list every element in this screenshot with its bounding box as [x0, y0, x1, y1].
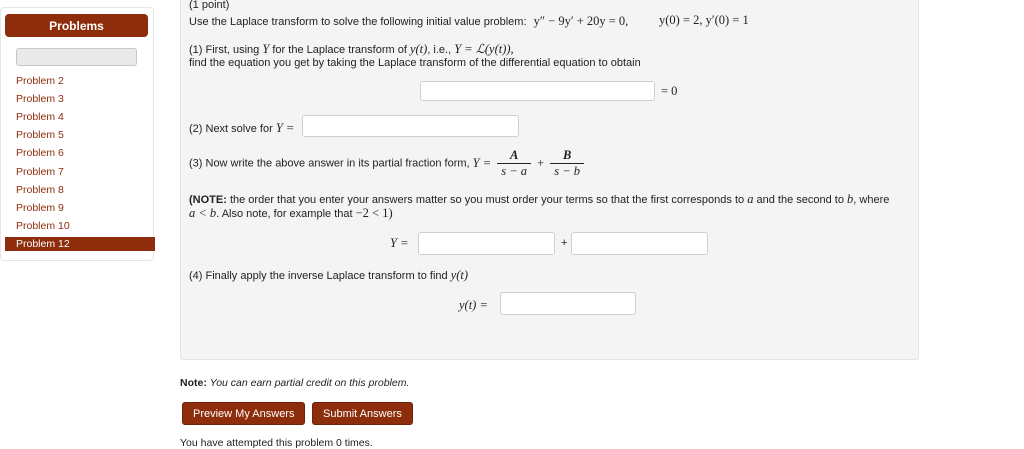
part1-text-c: , i.e.,: [427, 44, 452, 56]
sidebar-item-problem[interactable]: Problem 7: [16, 165, 64, 178]
note-line1: [189, 192, 889, 207]
yt-equals-label: [459, 298, 488, 313]
note-and: and the second to: [756, 194, 844, 206]
transformed-equation-input[interactable]: [420, 81, 655, 101]
sidebar-item-problem[interactable]: Problem 5: [16, 129, 64, 142]
fraction-A-denominator: s − a: [501, 164, 528, 178]
fraction-A-numerator: A: [497, 148, 531, 164]
yt-equals-text: y(t) =: [459, 298, 488, 312]
part1-text-a: (1) First, using: [189, 44, 260, 56]
ode-equation: y″ − 9y′ + 20y = 0,: [533, 14, 629, 28]
fraction-B-numerator: B: [550, 148, 584, 164]
part1-yt: y(t): [409, 42, 428, 56]
note-where: , where: [853, 194, 890, 206]
part1-line1: [189, 41, 514, 57]
initial-conditions: y(0) = 2, y′(0) = 1: [659, 13, 749, 27]
equals-zero: = 0: [661, 84, 678, 98]
note-label: Note:: [180, 377, 207, 389]
note-a-less-b: a < b: [189, 206, 217, 220]
part2-text: (2) Next solve for: [189, 123, 273, 135]
sidebar-select-box[interactable]: [16, 48, 137, 66]
note-bold: (NOTE:: [189, 194, 227, 206]
part3-text: (3) Now write the above answer in its partial fraction form,: [189, 157, 470, 170]
intro-text: Use the Laplace transform to solve the following initial value problem:: [189, 16, 527, 28]
attempts-text: You have attempted this problem 0 times.: [180, 437, 373, 449]
note-text: You can earn partial credit on this problem.: [209, 377, 410, 389]
fraction-plus: +: [537, 156, 545, 170]
note-text1: the order that you enter your answers matter so you must order your terms so that the first corresponds to: [229, 194, 745, 206]
sidebar-item-problem[interactable]: Problem 6: [16, 147, 64, 160]
fraction-A: [497, 148, 531, 179]
partial-credit-note: [180, 377, 409, 389]
sidebar-item-problem[interactable]: Problem 12: [5, 237, 155, 251]
note-a: a: [747, 192, 754, 206]
part2-line: [189, 121, 294, 136]
problems-sidebar: [0, 7, 154, 261]
sidebar-header-label: Problems: [49, 18, 104, 33]
sidebar-item-problem[interactable]: Problem 3: [16, 93, 64, 106]
sidebar-item-problem[interactable]: Problem 8: [16, 183, 64, 196]
problem-body: [180, 0, 919, 360]
fraction-A-input[interactable]: [418, 232, 555, 255]
note-line2: [189, 206, 393, 221]
part1-text-b: for the Laplace transform of: [272, 44, 407, 56]
Y-equals-label: [390, 236, 409, 251]
sidebar-item-problem[interactable]: Problem 10: [16, 219, 70, 232]
problem-intro: [189, 14, 628, 29]
part3-Y-equals: Y =: [472, 156, 492, 170]
yt-input[interactable]: [500, 292, 636, 315]
points-label: (1 point): [189, 0, 230, 11]
part3-line: [189, 148, 587, 179]
note-example: −2 < 1): [355, 206, 393, 220]
part1-definition: Y = ℒ(y(t)),: [454, 42, 514, 56]
fraction-B-input[interactable]: [571, 232, 708, 255]
plus-between-inputs: +: [561, 237, 568, 249]
preview-answers-button[interactable]: Preview My Answers: [182, 402, 305, 425]
sidebar-header: [5, 14, 148, 37]
part1-Y: Y: [262, 42, 270, 56]
Y-equals-text: Y =: [390, 236, 409, 250]
solve-Y-input[interactable]: [302, 115, 519, 137]
submit-answers-button[interactable]: Submit Answers: [312, 402, 413, 425]
part4-yt: y(t): [450, 268, 469, 282]
sidebar-item-problem[interactable]: Problem 4: [16, 111, 64, 124]
part4-text: (4) Finally apply the inverse Laplace transform to find: [189, 270, 448, 282]
part1-line2: find the equation you get by taking the Laplace transform of the differential equation to obtain: [189, 57, 641, 69]
part2-Y-equals: Y =: [275, 121, 295, 135]
note-b: b: [847, 192, 854, 206]
note-text2: . Also note, for example that: [216, 208, 353, 220]
part4-line: [189, 268, 468, 283]
fraction-B: [550, 148, 584, 179]
fraction-B-denominator: s − b: [554, 164, 581, 178]
sidebar-item-problem[interactable]: Problem 9: [16, 201, 64, 214]
sidebar-item-problem[interactable]: Problem 2: [16, 75, 64, 87]
